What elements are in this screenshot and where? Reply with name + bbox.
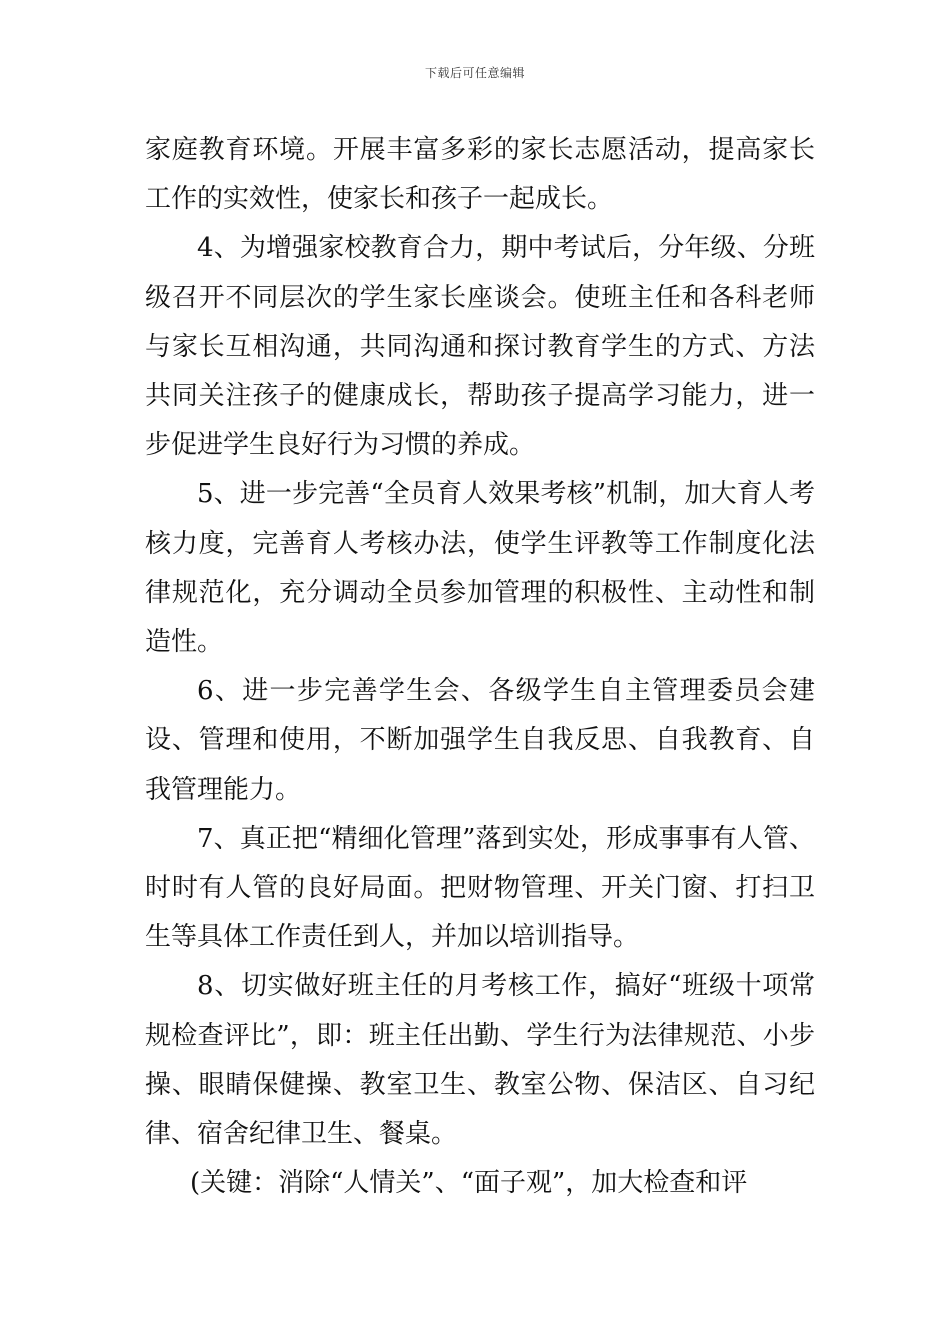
paragraph-continued: 家庭教育环境。开展丰富多彩的家长志愿活动，提高家长工作的实效性，使家长和孩子一起成长。 — [145, 135, 815, 215]
paragraph-key-note: (关键：消除“人情关”、“面子观”，加大检查和评 — [190, 1168, 748, 1199]
paragraph-item-4: 4、为增强家校教育合力，期中考试后，分年级、分班级召开不同层次的学生家长座谈会。使班主任和各科老师与家长互相沟通，共同沟通和探讨教育学生的方式、方法共同关注孩子的健康成长，帮助孩子提高学习能力，进一步促进学生良好行为习惯的养成。 — [145, 233, 815, 461]
paragraph-item-8: 8、切实做好班主任的月考核工作，搞好“班级十项常规检查评比”，即：班主任出勤、学生行为法律规范、小步操、眼睛保健操、教室卫生、教室公物、保洁区、自习纪律、宿舍纪律卫生、餐桌。 — [145, 971, 815, 1150]
document-body — [145, 126, 815, 1208]
paragraph-item-5: 5、进一步完善“全员育人效果考核”机制，加大育人考核力度，完善育人考核办法，使学生评教等工作制度化法律规范化，充分调动全员参加管理的积极性、主动性和制造性。 — [145, 479, 815, 658]
paragraph-item-7: 7、真正把“精细化管理”落到实处，形成事事有人管、时时有人管的良好局面。把财物管理、开关门窗、打扫卫生等具体工作责任到人，并加以培训指导。 — [145, 823, 815, 953]
page-header: 下载后可任意编辑 — [424, 66, 525, 80]
paragraph-item-6: 6、进一步完善学生会、各级学生自主管理委员会建设、管理和使用，不断加强学生自我反思、自我教育、自我管理能力。 — [145, 676, 815, 805]
